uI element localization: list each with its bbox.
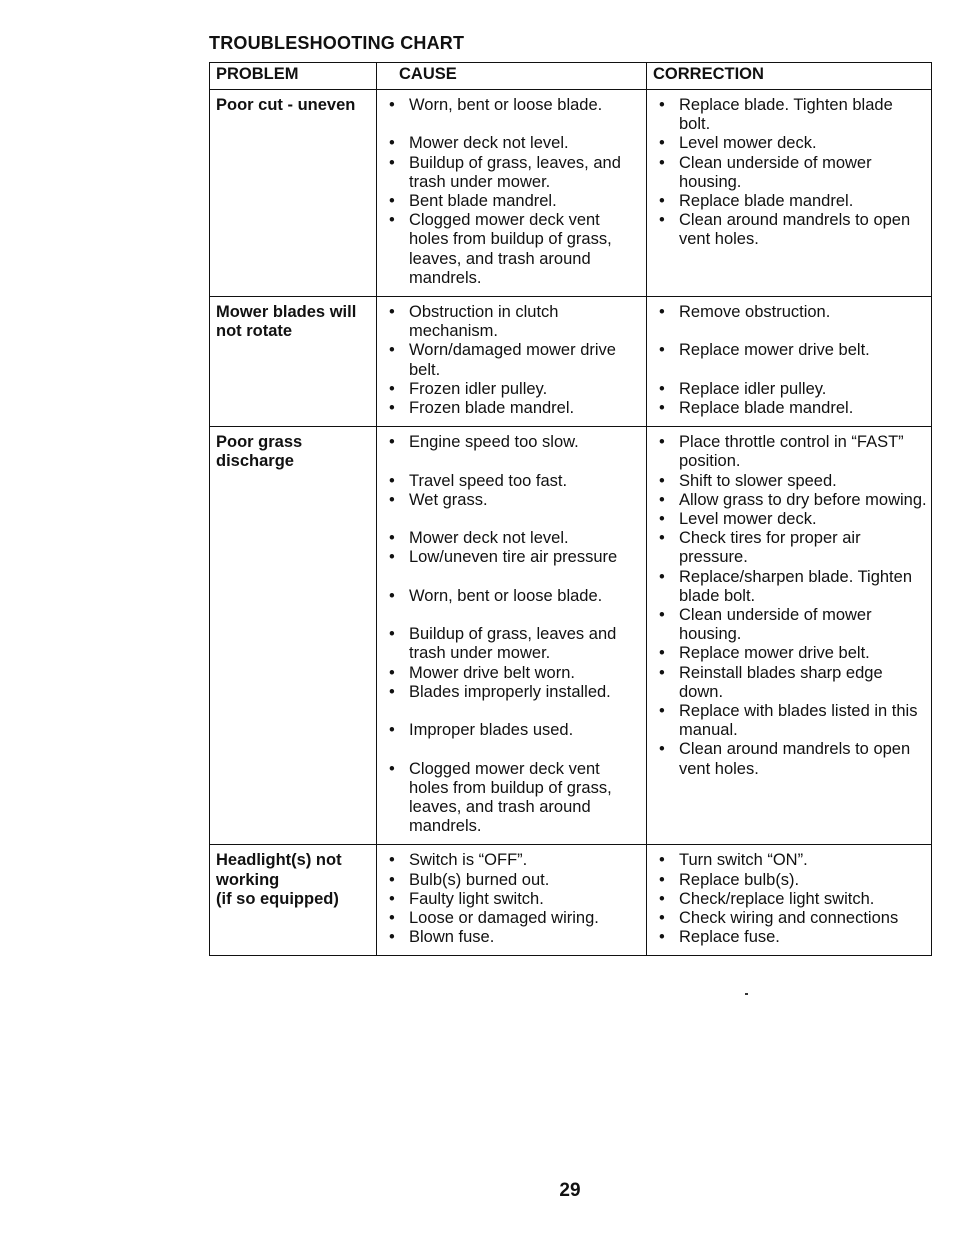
cause-cell xyxy=(377,297,647,427)
list-item: • Mower drive belt worn. xyxy=(383,664,642,683)
list-item: • Remove obstruction. xyxy=(653,303,927,322)
problem-text: (if so equipped) xyxy=(216,889,339,908)
list-item: • Faulty light switch. xyxy=(383,890,642,909)
list-item: • Worn/damaged mower drive belt. xyxy=(383,341,642,379)
list-item: • Travel speed too fast. xyxy=(383,472,642,491)
header-cause: CAUSE xyxy=(377,63,647,90)
header-correction: CORRECTION xyxy=(647,63,932,90)
list-item: • Mower deck not level. xyxy=(383,134,642,153)
list-item: • Replace blade. Tighten blade bolt. xyxy=(653,96,927,134)
list-item: • Replace bulb(s). xyxy=(653,871,927,890)
header-problem: PROBLEM xyxy=(210,63,377,90)
list-item: • Clean around mandrels to open vent holes. xyxy=(653,740,927,778)
list-item: • Check wiring and connections xyxy=(653,909,927,928)
list-item: • Shift to slower speed. xyxy=(653,472,927,491)
list-item: • Turn switch “ON”. xyxy=(653,851,927,870)
problem-text: Headlight(s) not xyxy=(216,851,342,870)
cause-cell xyxy=(377,845,647,956)
list-item: • Replace mower drive belt. xyxy=(653,341,927,360)
list-item: • Clean underside of mower housing. xyxy=(653,154,927,192)
list-item: • Clean underside of mower housing. xyxy=(653,606,927,644)
table-header-row xyxy=(210,63,932,90)
list-item: • Frozen blade mandrel. xyxy=(383,399,642,418)
problem-text: working xyxy=(216,870,280,889)
list-item: • Loose or damaged wiring. xyxy=(383,909,642,928)
correction-cell xyxy=(647,297,932,427)
cause-cell xyxy=(377,427,647,845)
list-item: • Clogged mower deck vent holes from buildup of grass, leaves, and trash around mandrels. xyxy=(383,211,642,288)
list-item: • Blades improperly installed. xyxy=(383,683,642,702)
list-item: • Allow grass to dry before mowing. xyxy=(653,491,927,510)
list-item: • Level mower deck. xyxy=(653,510,927,529)
list-item: • Low/uneven tire air pressure xyxy=(383,548,642,567)
problem-text: Poor grass xyxy=(216,433,303,452)
list-item: • Engine speed too slow. xyxy=(383,433,642,452)
list-item: • Clogged mower deck vent holes from buildup of grass, leaves, and trash around mandrels. xyxy=(383,760,642,837)
list-item: • Frozen idler pulley. xyxy=(383,380,642,399)
list-item: • Replace fuse. xyxy=(653,928,927,947)
list-item: • Worn, bent or loose blade. xyxy=(383,96,642,115)
troubleshooting-table xyxy=(209,62,932,956)
scan-speck xyxy=(745,993,748,995)
problem-text: discharge xyxy=(216,452,294,471)
table-row xyxy=(210,845,932,956)
list-item: • Obstruction in clutch mechanism. xyxy=(383,303,642,341)
problem-text: not rotate xyxy=(216,322,293,341)
problem-text: Mower blades will xyxy=(216,303,357,322)
table-row xyxy=(210,90,932,297)
list-item: • Check/replace light switch. xyxy=(653,890,927,909)
problem-cell xyxy=(210,297,377,427)
list-item: • Replace mower drive belt. xyxy=(653,644,927,663)
correction-cell xyxy=(647,90,932,297)
list-item: • Wet grass. xyxy=(383,491,642,510)
list-item: • Replace/sharpen blade. Tighten blade bolt. xyxy=(653,568,927,606)
list-item: • Replace with blades listed in this manual. xyxy=(653,702,927,740)
list-item: • Worn, bent or loose blade. xyxy=(383,587,642,606)
list-item: • Blown fuse. xyxy=(383,928,642,947)
problem-cell xyxy=(210,90,377,297)
list-item: • Replace idler pulley. xyxy=(653,380,927,399)
list-item: • Replace blade mandrel. xyxy=(653,399,927,418)
problem-text: Poor cut - uneven xyxy=(216,96,356,114)
list-item: • Place throttle control in “FAST” position. xyxy=(653,433,927,471)
cause-cell xyxy=(377,90,647,297)
list-item: • Reinstall blades sharp edge down. xyxy=(653,664,927,702)
list-item: • Check tires for proper air pressure. xyxy=(653,529,927,567)
list-item: • Mower deck not level. xyxy=(383,529,642,548)
table-row xyxy=(210,297,932,427)
problem-cell xyxy=(210,845,377,956)
list-item: • Buildup of grass, leaves, and trash under mower. xyxy=(383,154,642,192)
list-item: • Replace blade mandrel. xyxy=(653,192,927,211)
correction-cell xyxy=(647,427,932,845)
table-row xyxy=(210,427,932,845)
list-item: • Buildup of grass, leaves and trash under mower. xyxy=(383,625,642,663)
list-item: • Bulb(s) burned out. xyxy=(383,871,642,890)
list-item: • Switch is “OFF”. xyxy=(383,851,642,870)
correction-cell xyxy=(647,845,932,956)
list-item: • Bent blade mandrel. xyxy=(383,192,642,211)
list-item: • Clean around mandrels to open vent holes. xyxy=(653,211,927,249)
page-title: TROUBLESHOOTING CHART xyxy=(209,33,465,53)
page-number: 29 xyxy=(559,1180,581,1201)
list-item: • Level mower deck. xyxy=(653,134,927,153)
problem-cell xyxy=(210,427,377,845)
list-item: • Improper blades used. xyxy=(383,721,642,740)
